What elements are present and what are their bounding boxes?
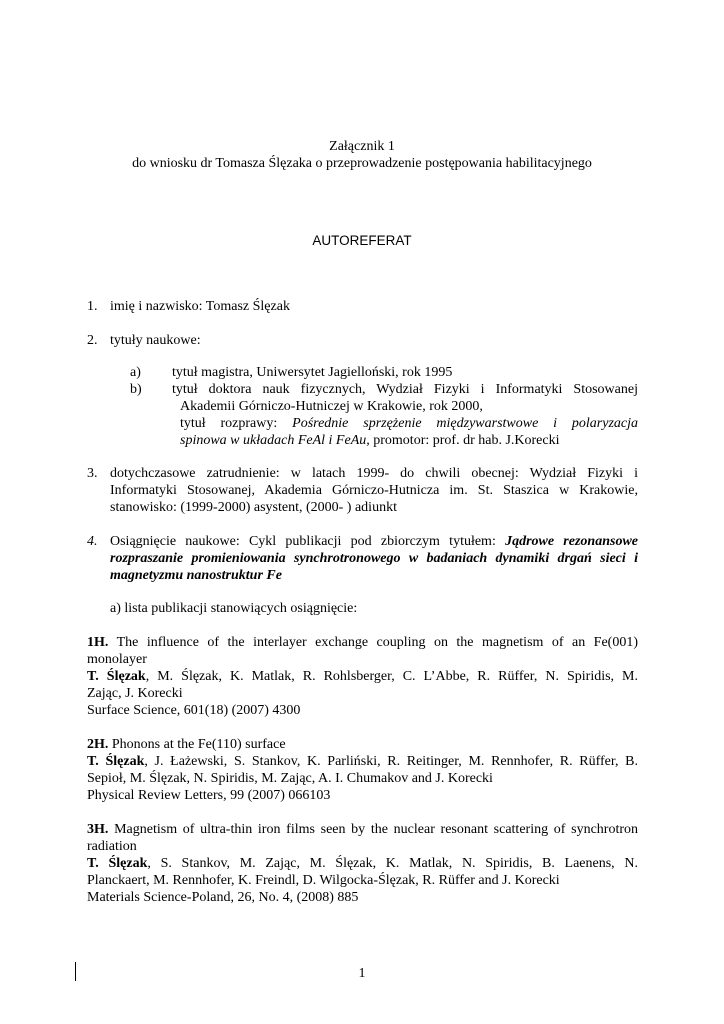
item-name: imię i nazwisko: Tomasz Ślęzak [110,299,290,314]
employment-line1: dotychczasowe zatrudnienie: w latach 1999- do chwili obecnej: Wydział Fizyki i [110,466,638,481]
lead-author: T. Ślęzak [87,856,148,871]
achievement-title: Jądrowe rezonansowe [505,534,638,549]
lead-author: T. Ślęzak [87,669,146,684]
thesis-supervisor: promotor: prof. dr hab. J.Korecki [373,433,560,448]
publication-2h-authors-line2: Sepioł, M. Ślęzak, N. Spiridis, M. Zając, A. I. Chumakov and J. Korecki [87,771,493,786]
degree-b-line1: tytuł doktora nauk fizycznych, Wydział Fizyki i Informatyki Stosowanej [172,382,638,397]
publication-3h-journal: Materials Science-Poland, 26, No. 4, (2008) 885 [87,890,359,905]
publication-3h-authors-line1: T. Ślęzak, S. Stankov, M. Zając, M. Ślęzak, K. Matlak, N. Spiridis, B. Laenens, N. [87,856,638,871]
publication-id: 2H. [87,737,109,752]
thesis-line2 [180,432,559,449]
publication-1h-title-line1: 1H. The influence of the interlayer exchange coupling on the magnetism of an Fe(001) [87,635,638,650]
lead-author: T. Ślęzak [87,754,145,769]
publication-id: 3H. [87,822,109,837]
publication-2h-title-line1: 2H. Phonons at the Fe(110) surface [87,737,286,752]
publication-id: 1H. [87,635,109,650]
thesis-line1 [180,415,638,432]
publication-3h-authors-line2: Planckaert, M. Rennhofer, K. Freindl, D. Wilgocka-Ślęzak, R. Rüffer and J. Korecki [87,873,560,888]
thesis-title: Pośrednie sprzężenie międzywarstwowe i polaryzacja [292,416,639,431]
annex-label: Załącznik 1 [329,139,395,154]
achievement-line1 [110,533,638,550]
publication-list-heading: a) lista publikacji stanowiących osiągnięcie: [110,601,358,616]
publication-1h-title-line2: monolayer [87,652,147,667]
thesis-prefix: tytuł rozprawy: [180,416,278,431]
item-number: 1. [87,299,98,314]
item-number: 3. [87,466,98,481]
thesis-title-cont: spinowa w układach FeAl i FeAu, [180,433,370,448]
employment-line3: stanowisko: (1999-2000) asystent, (2000- ) adiunkt [110,500,397,515]
item-number: 2. [87,333,98,348]
degree-a-text: tytuł magistra, Uniwersytet Jagielloński, rok 1995 [172,365,453,380]
publication-1h-authors-line2: Zając, J. Korecki [87,686,183,701]
page-number: 1 [358,966,366,981]
item-degrees: tytuły naukowe: [110,333,201,348]
document-title: AUTOREFERAT [312,233,412,248]
degree-b-label: b) [130,382,142,397]
publication-3h-title-line2: radiation [87,839,137,854]
achievement-prefix: Osiągnięcie naukowe: Cykl publikacji pod zbiorczym tytułem: [110,534,496,549]
item-number: 4. [87,534,98,549]
degree-a-label: a) [130,365,141,380]
publication-3h-title-line1: 3H. Magnetism of ultra-thin iron films seen by the nuclear resonant scattering of synchrotron [87,822,639,837]
degree-b-line2: Akademii Górniczo-Hutniczej w Krakowie, rok 2000, [180,399,483,414]
achievement-title-line2: rozpraszanie promieniowania synchrotronowego w badaniach dynamiki drgań sieci i [110,551,638,566]
document-subtitle: do wniosku dr Tomasza Ślęzaka o przeprowadzenie postępowania habilitacyjnego [132,156,592,171]
employment-line2: Informatyki Stosowanej, Akademia Górniczo-Hutnicza im. St. Staszica w Krakowie, [110,483,638,498]
publication-2h-authors-line1: T. Ślęzak, J. Łażewski, S. Stankov, K. Parliński, R. Reitinger, M. Rennhofer, R. Rüffer, B. [87,754,638,769]
publication-2h-journal: Physical Review Letters, 99 (2007) 066103 [87,788,331,803]
publication-1h-journal: Surface Science, 601(18) (2007) 4300 [87,703,301,718]
publication-1h-authors-line1: T. Ślęzak, M. Ślęzak, K. Matlak, R. Rohlsberger, C. L’Abbe, R. Rüffer, N. Spiridis, M. [87,669,638,684]
achievement-title-line3: magnetyzmu nanostruktur Fe [110,568,282,583]
